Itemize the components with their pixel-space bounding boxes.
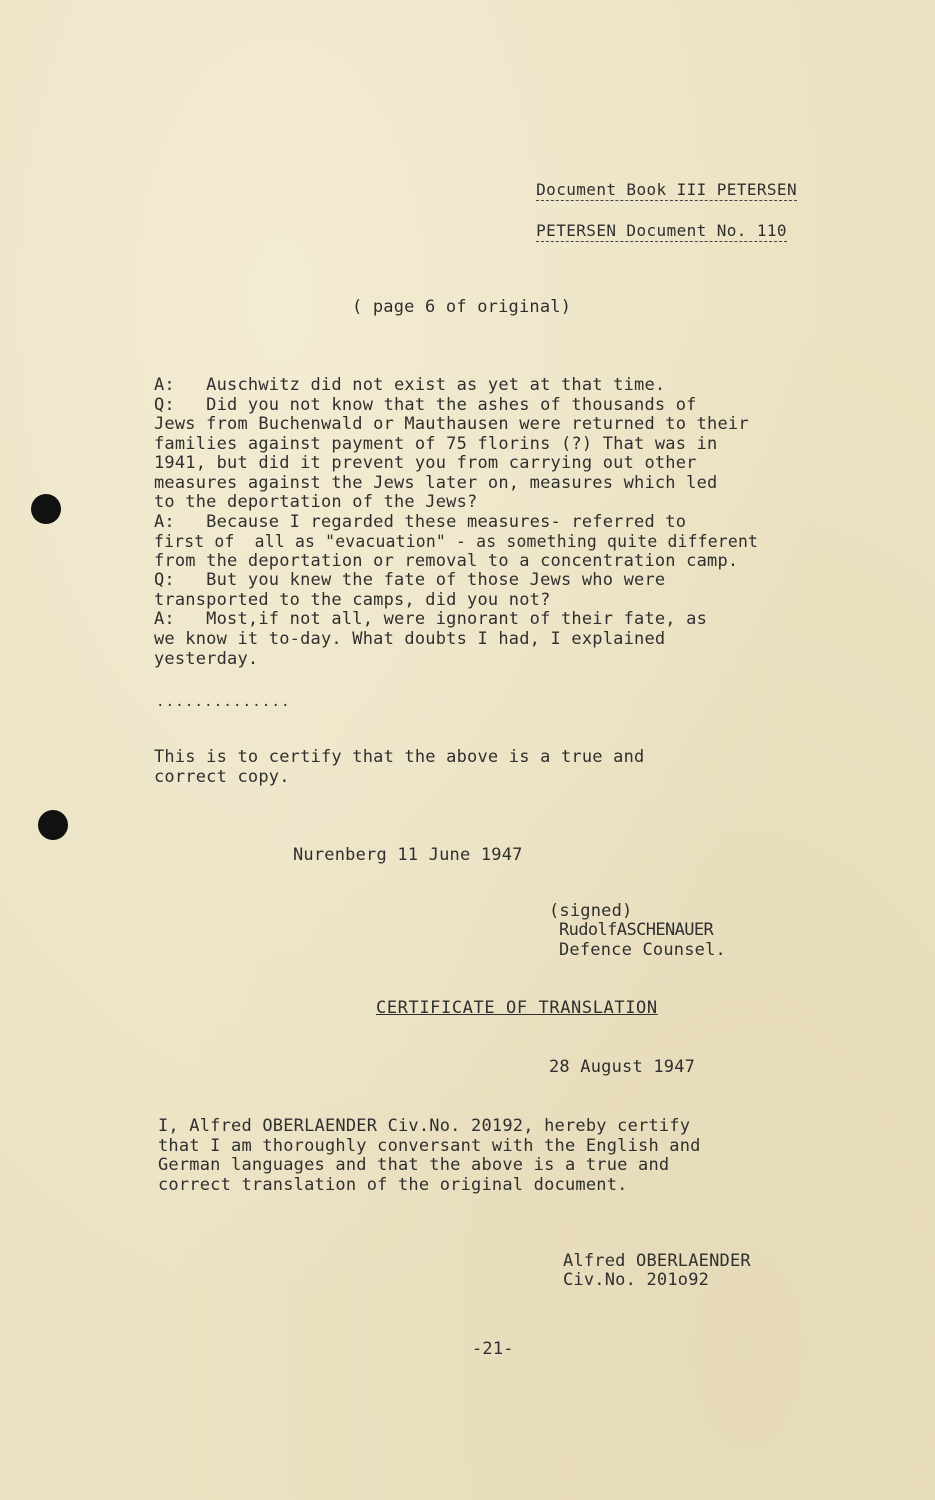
transcript-line: A: Most,if not all, were ignorant of their fate, as — [154, 609, 708, 629]
page-reference: ( page 6 of original) — [352, 297, 572, 317]
signed-note: (signed) — [549, 901, 633, 921]
transcript-line: to the deportation of the Jews? — [154, 492, 478, 512]
transcript-line: Q: But you knew the fate of those Jews who were — [154, 570, 666, 590]
punch-hole-upper — [31, 494, 61, 524]
transcript-line: Q: Did you not know that the ashes of thousands of — [154, 395, 697, 415]
certificate-title: CERTIFICATE OF TRANSLATION — [376, 998, 658, 1018]
separator-dots: .............. — [156, 694, 291, 710]
transcript-line: A: Auschwitz did not exist as yet at that time. — [154, 375, 666, 395]
translator-line: correct translation of the original document. — [158, 1175, 628, 1195]
doc-ref-line-2: PETERSEN Document No. 110 — [536, 221, 787, 240]
punch-hole-lower — [38, 810, 68, 840]
transcript-line: measures against the Jews later on, measures which led — [154, 473, 718, 493]
certify-line: This is to certify that the above is a true and — [154, 747, 645, 767]
transcript-line: families against payment of 75 florins (?) That was in — [154, 434, 718, 454]
translator-line: German languages and that the above is a true and — [158, 1155, 670, 1175]
transcript-line: 1941, but did it prevent you from carrying out other — [154, 453, 697, 473]
translator-name: Alfred OBERLAENDER — [563, 1251, 751, 1271]
translator-civ-no: Civ.No. 201o92 — [563, 1270, 710, 1290]
page-number: -21- — [472, 1339, 514, 1359]
place-date: Nurenberg 11 June 1947 — [293, 845, 523, 865]
doc-ref-line-1: Document Book III PETERSEN — [536, 180, 797, 199]
transcript-line: we know it to-day. What doubts I had, I explained — [154, 629, 666, 649]
certify-line: correct copy. — [154, 767, 290, 787]
transcript-line: transported to the camps, did you not? — [154, 590, 551, 610]
signer-name: RudolfASCHENAUER — [559, 920, 714, 940]
certificate-date: 28 August 1947 — [549, 1057, 696, 1077]
transcript-line: first of all as "evacuation" - as something quite different — [154, 532, 759, 551]
transcript-line: yesterday. — [154, 649, 259, 669]
signer-title: Defence Counsel. — [559, 940, 726, 960]
document-reference — [496, 160, 797, 262]
transcript-line: A: Because I regarded these measures- referred to — [154, 512, 687, 532]
translator-line: I, Alfred OBERLAENDER Civ.No. 20192, hereby certify — [158, 1116, 691, 1136]
transcript-line: Jews from Buchenwald or Mauthausen were returned to their — [154, 414, 749, 434]
translator-line: that I am thoroughly conversant with the English and — [158, 1136, 701, 1156]
transcript-line: from the deportation or removal to a concentration camp. — [154, 551, 739, 571]
